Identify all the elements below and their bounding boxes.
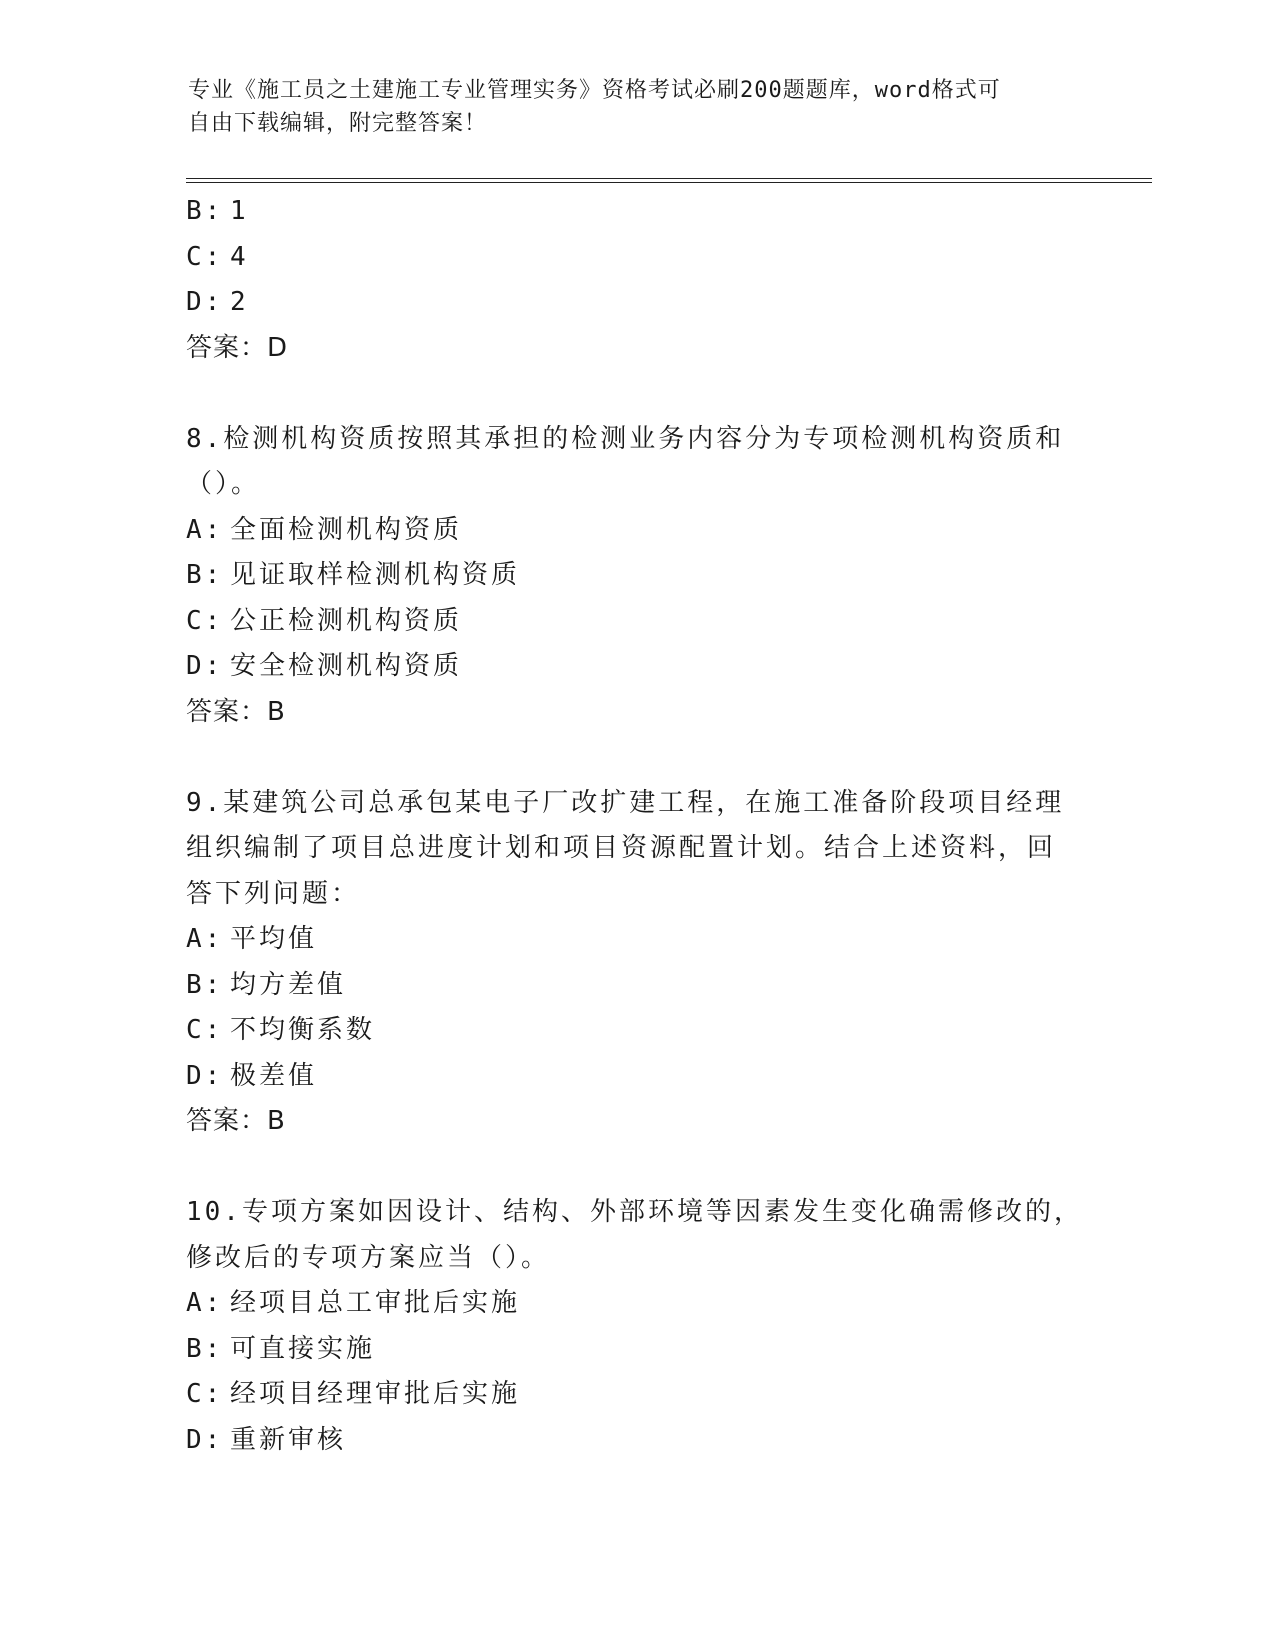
option-letter: D: [186,287,224,317]
option-letter: D: [186,1060,224,1091]
option-c [186,1008,1086,1054]
page-header [188,74,1068,140]
option-d [186,1418,1086,1464]
option-text: 极差值 [230,1060,318,1091]
option-d [186,644,1086,690]
option-d [186,280,1086,326]
option-letter: C: [186,1379,224,1409]
question-text-line-2: （）。 [186,469,261,499]
option-text: 2 [230,287,249,317]
option-letter: B: [186,196,224,226]
option-letter: A: [186,514,224,545]
header-title-line-1: 专业《施工员之土建施工专业管理实务》资格考试必刷200题题库，word格式可 [188,78,1001,103]
option-text: 4 [230,241,249,272]
option-text: 均方差值 [230,969,347,1000]
option-b [186,963,1086,1009]
option-letter: B: [186,1333,224,1364]
option-letter: B: [186,969,224,1000]
question-7 [186,189,1086,371]
option-text: 平均值 [230,924,318,954]
option-letter: A: [186,1288,224,1318]
question-10 [186,1190,1086,1463]
question-text-line-3: 答下列问题： [186,878,361,909]
option-letter: C: [186,1015,224,1045]
question-text-line-2: 修改后的专项方案应当（）。 [186,1242,551,1273]
question-text-line-2: 组织编制了项目总进度计划和项目资源配置计划。结合上述资料，回 [186,833,1057,863]
header-title-line-2: 自由下载编辑，附完整答案！ [188,111,488,136]
option-text: 不均衡系数 [230,1015,376,1045]
answer: 答案：D [186,332,289,363]
option-text: 经项目总工审批后实施 [230,1288,521,1318]
question-8 [186,417,1086,736]
answer: 答案：B [186,1106,286,1136]
option-text: 可直接实施 [230,1333,376,1364]
option-c [186,1372,1086,1418]
header-divider [186,178,1152,183]
option-letter: C: [186,605,224,636]
option-b [186,189,1086,235]
option-text: 公正检测机构资质 [230,605,463,636]
option-c [186,235,1086,281]
option-b [186,553,1086,599]
question-list [186,189,1086,1463]
answer: 答案：B [186,696,286,727]
option-c [186,599,1086,645]
option-text: 经项目经理审批后实施 [230,1379,521,1409]
option-a [186,917,1086,963]
option-letter: D: [186,1424,224,1455]
question-text-line-1: 9.某建筑公司总承包某电子厂改扩建工程，在施工准备阶段项目经理 [186,787,1065,818]
option-b [186,1327,1086,1373]
option-text: 安全检测机构资质 [230,651,463,681]
option-text: 全面检测机构资质 [230,514,463,545]
question-text-line-1: 8.检测机构资质按照其承担的检测业务内容分为专项检测机构资质和 [186,423,1065,454]
option-letter: B: [186,560,224,590]
option-d [186,1054,1086,1100]
option-a [186,508,1086,554]
option-text: 1 [230,196,249,226]
question-text-line-1: 10.专项方案如因设计、结构、外部环境等因素发生变化确需修改的， [186,1197,1083,1227]
option-text: 见证取样检测机构资质 [230,560,521,590]
option-text: 重新审核 [230,1424,347,1455]
option-a [186,1281,1086,1327]
option-letter: D: [186,651,224,681]
option-letter: A: [186,924,224,954]
option-letter: C: [186,241,224,272]
question-9 [186,781,1086,1145]
